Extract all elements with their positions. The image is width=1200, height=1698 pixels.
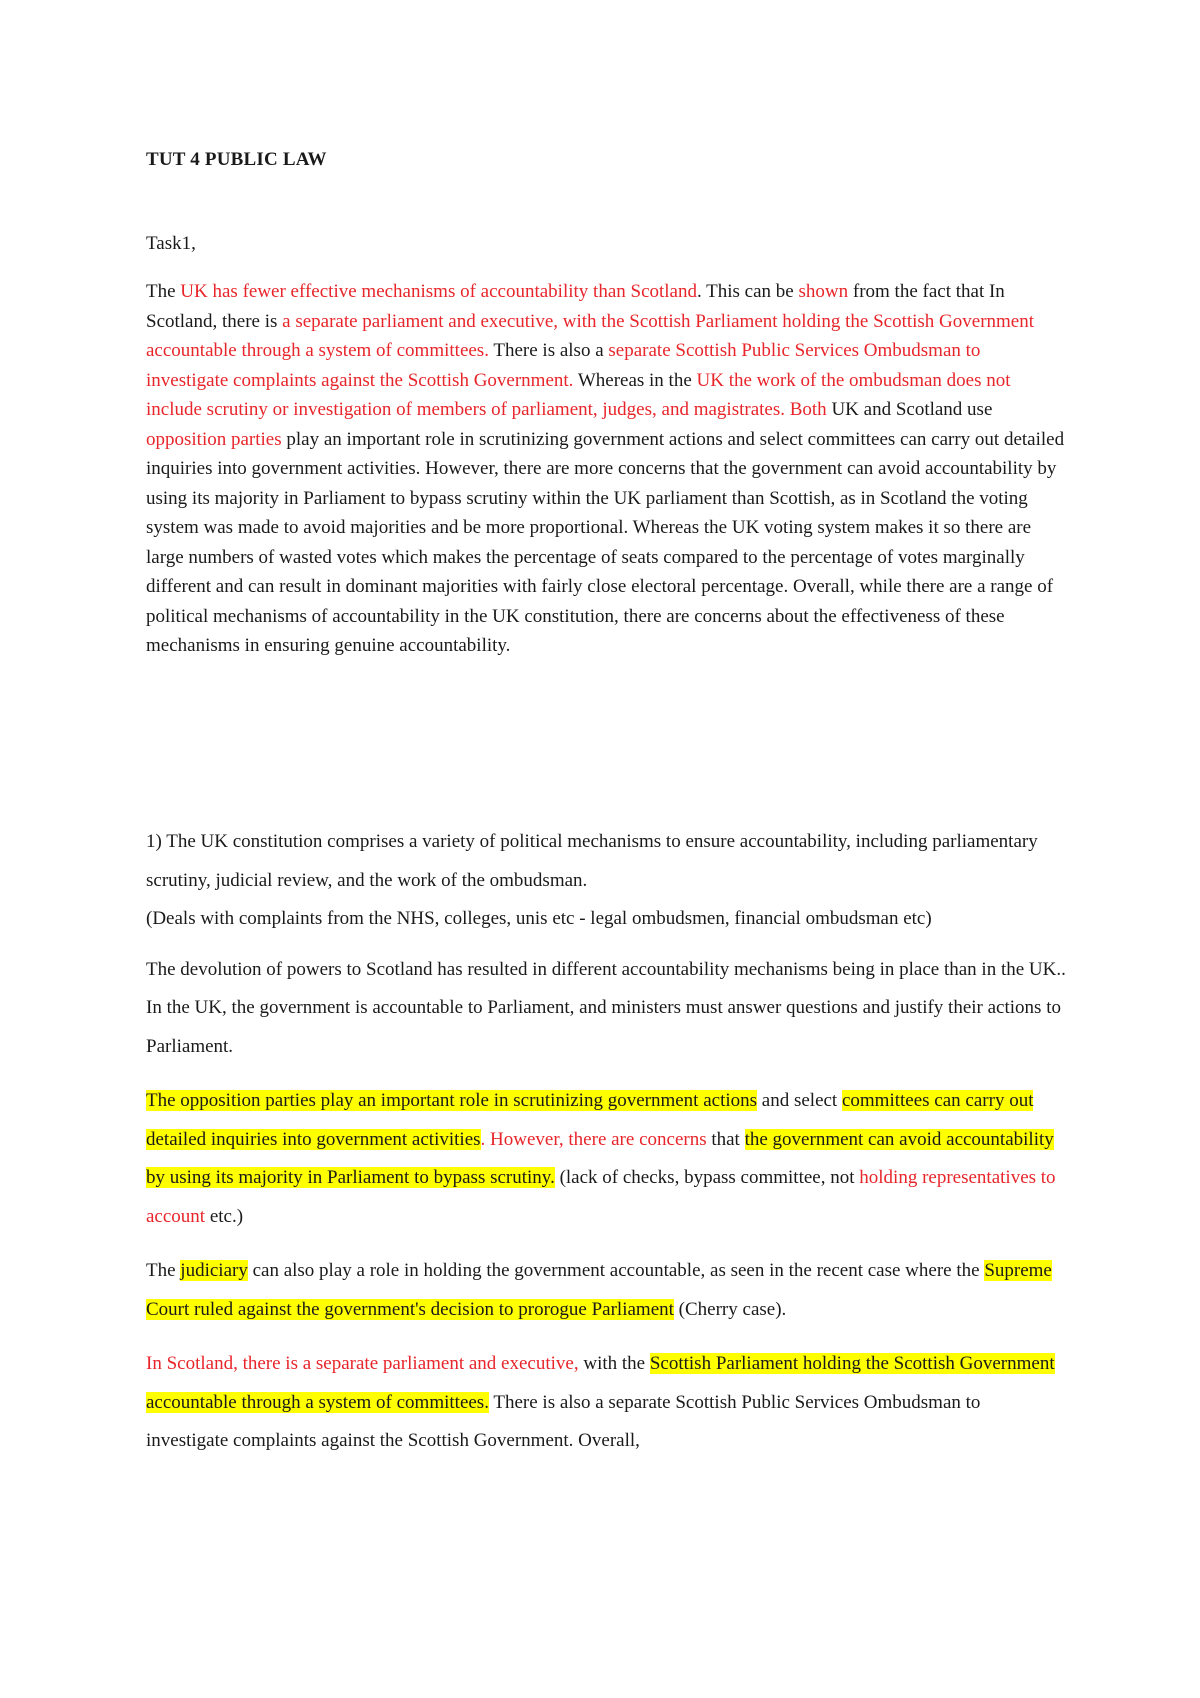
text-run: UK and Scotland use: [826, 399, 993, 420]
answer-1-paragraph: [146, 823, 1066, 939]
text-run: can also play a role in holding the government accountable, as seen in the recent case where the: [247, 1260, 985, 1281]
text-run: . This can be: [697, 281, 799, 302]
judiciary-paragraph: [146, 1252, 1066, 1329]
red-text-run: In Scotland, there is a separate parliament and executive,: [146, 1353, 579, 1374]
red-text-run: holding representatives to account: [146, 1167, 1056, 1227]
answer-1-note: [146, 908, 932, 929]
text-run: The: [146, 1260, 181, 1281]
highlighted-text-run: the government can avoid accountability by using its majority in Parliament to bypass scrutiny.: [146, 1128, 1054, 1188]
red-text-run: UK has fewer effective mechanisms of accountability than Scotland: [180, 281, 697, 302]
highlighted-text-run: Supreme Court ruled against the government's decision to prorogue Parliament: [146, 1260, 1052, 1320]
highlighted-text-run: The opposition parties play an important role in scrutinizing government actions: [146, 1090, 758, 1111]
red-text-run: opposition parties: [146, 428, 282, 450]
document-title: TUT 4 PUBLIC LAW: [146, 149, 327, 170]
devolution-paragraph: [146, 951, 1066, 1067]
text-run: with the: [578, 1353, 650, 1374]
red-text-run: . However, there are concerns: [480, 1128, 707, 1150]
text-run: There is also a separate Scottish Public Services Ombudsman to investigate complaints against the Scottish Government. Overall,: [146, 1391, 981, 1451]
highlighted-text-run: Scottish Parliament holding the Scottish Government accountable through a system of committees.: [146, 1353, 1055, 1413]
red-text-run: separate Scottish Public Services Ombudsman to investigate complaints against the Scottish Government.: [146, 340, 981, 391]
text-run: The: [146, 281, 181, 302]
text-run: Whereas in the: [573, 369, 697, 391]
text-run: (Deals with complaints from the NHS, colleges, unis etc - legal ombudsmen, financial ombudsman etc): [146, 908, 932, 929]
text-run: from the fact that In Scotland, there is: [146, 281, 1005, 332]
text-run: The devolution of powers to Scotland has resulted in different accountability mechanisms being in place than in the UK.. In the UK, the government is accountable to Parliament, and ministers must answer questions and justify their actions to Parliament.: [146, 958, 1066, 1057]
text-run: and select: [757, 1090, 842, 1111]
text-run: etc.): [205, 1205, 244, 1227]
text-run: that: [706, 1128, 745, 1150]
answer-1-text: [146, 831, 1038, 891]
red-text-run: UK the work of the ombudsman does not include scrutiny or investigation of members of parliament, judges, and magistrates.: [146, 369, 1011, 420]
highlighted-text-run: committees can carry out detailed inquiries into government activities: [146, 1090, 1034, 1150]
task-paragraph: [146, 277, 1066, 661]
highlighted-text-run: judiciary: [180, 1260, 248, 1281]
red-text-run: a separate parliament and executive, with the Scottish Parliament holding the Scottish Government accountable through a system of committees.: [146, 310, 1035, 361]
red-text-run: Both: [789, 399, 827, 420]
scotland-paragraph: [146, 1345, 1066, 1461]
answers-section: [146, 823, 1066, 1477]
text-run: There is also a: [488, 340, 609, 361]
text-run: 1) The UK constitution comprises a variety of political mechanisms to ensure accountability, including parliamentary scrutiny, judicial review, and the work of the ombudsman.: [146, 831, 1038, 891]
red-text-run: shown: [798, 281, 849, 302]
task-label: Task1,: [146, 233, 196, 254]
text-run: play an important role in scrutinizing government actions and select committees can carry out detailed inquiries into government activities. However, there are more concerns that the government can avoid accountability by using its majority in Parliament to bypass scrutiny within the UK parliament than Scottish, as in Scotland the voting system was made to avoid majorities and be more proportional. Whereas the UK voting system makes it so there are large numbers of wasted votes which makes the percentage of seats compared to the percentage of votes marginally different and can result in dominant majorities with fairly close electoral percentage. Overall, while there are a range of political mechanisms of accountability in the UK constitution, there are concerns about the effectiveness of these mechanisms in ensuring genuine accountability.: [146, 428, 1065, 656]
opposition-paragraph: [146, 1082, 1066, 1236]
text-run: (lack of checks, bypass committee, not: [554, 1167, 860, 1188]
text-run: (Cherry case).: [673, 1298, 787, 1320]
